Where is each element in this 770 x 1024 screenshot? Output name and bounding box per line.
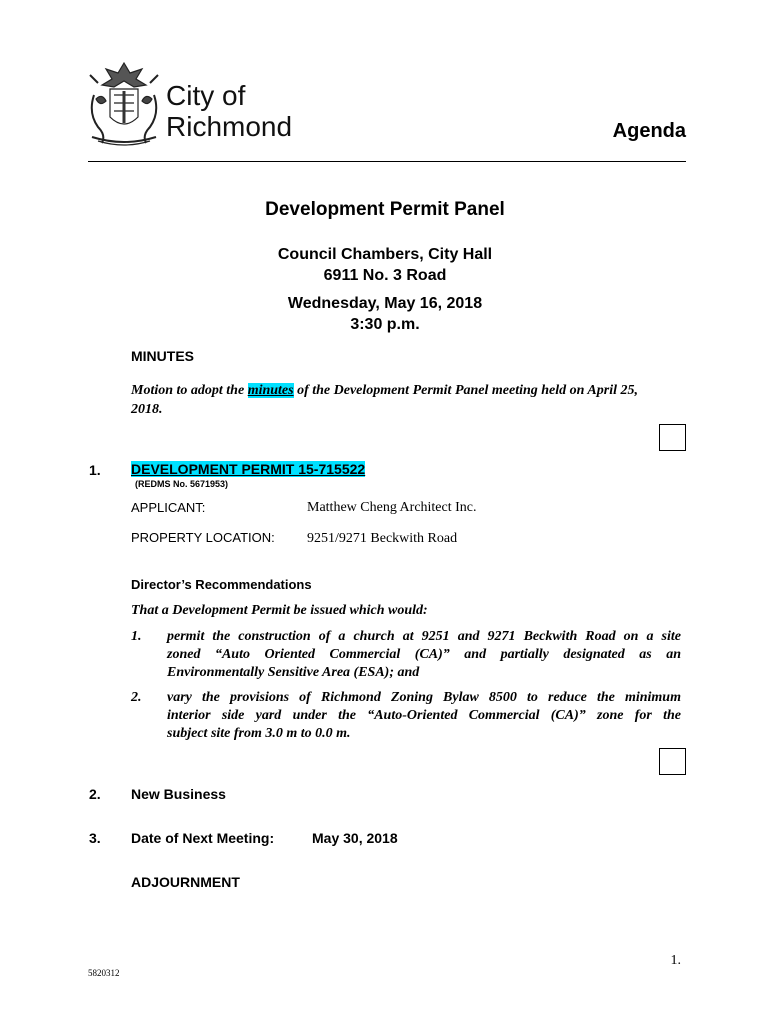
meeting-date: Wednesday, May 16, 2018 (287, 295, 483, 312)
location-line1: Council Chambers, City Hall (277, 246, 493, 263)
rec2-line3: subject site from 3.0 m to 0.0 m. (167, 726, 351, 741)
recommendations-intro: That a Development Permit be issued which would: (131, 603, 428, 618)
motion-text-start: Motion to adopt the (131, 383, 248, 398)
document-number: 5820312 (88, 968, 120, 978)
minutes-checkbox[interactable] (659, 424, 686, 451)
minutes-heading: MINUTES (131, 348, 194, 364)
logo-richmond: Richmond (166, 111, 293, 142)
property-value: 9251/9271 Beckwith Road (307, 531, 458, 546)
agenda-label: Agenda (612, 120, 686, 142)
applicant-value: Matthew Cheng Architect Inc. (307, 500, 477, 515)
item3-title: Date of Next Meeting: (131, 830, 275, 846)
minutes-link[interactable]: minutes (247, 383, 294, 398)
city-crest-logo (84, 55, 164, 150)
rec1-line1: permit the construction of a church at 9251 and 9271 Beckwith Road on a site (167, 629, 681, 644)
motion-text-end: of the Development Permit Panel meeting held on April 25, (293, 383, 638, 398)
page-title: Development Permit Panel (265, 199, 505, 220)
meeting-time: 3:30 p.m. (350, 316, 420, 333)
rec2-line1: vary the provisions of Richmond Zoning Bylaw 8500 to reduce the minimum (167, 690, 681, 705)
rec2-number: 2. (131, 690, 142, 705)
rec2-line2: interior side yard under the “Auto-Oriented Commercial (CA)” zone for the (167, 708, 681, 723)
item1-number: 1. (89, 462, 101, 478)
item2-number: 2. (89, 786, 101, 802)
property-label: PROPERTY LOCATION: (131, 530, 275, 545)
item2-title: New Business (131, 786, 226, 802)
motion-line2: 2018. (131, 402, 163, 417)
page-number: 1. (670, 953, 681, 968)
item1-redms: (REDMS No. 5671953) (135, 479, 229, 489)
recommendations-heading: Director’s Recommendations (131, 577, 312, 592)
rec1-line2: zoned “Auto Oriented Commercial (CA)” and partially designated as an (167, 647, 681, 662)
logo-city-of: City of (166, 80, 246, 111)
next-meeting-date: May 30, 2018 (312, 830, 398, 846)
minutes-motion (131, 382, 691, 400)
item1-checkbox[interactable] (659, 748, 686, 775)
rec1-line3: Environmentally Sensitive Area (ESA); and (167, 665, 420, 680)
item3-number: 3. (89, 830, 101, 846)
item1-title-link[interactable]: DEVELOPMENT PERMIT 15-715522 (131, 461, 366, 477)
rec1-number: 1. (131, 629, 142, 644)
adjournment-heading: ADJOURNMENT (131, 874, 240, 890)
header-divider (88, 161, 686, 162)
location-line2: 6911 No. 3 Road (323, 267, 447, 284)
applicant-label: APPLICANT: (131, 500, 206, 515)
